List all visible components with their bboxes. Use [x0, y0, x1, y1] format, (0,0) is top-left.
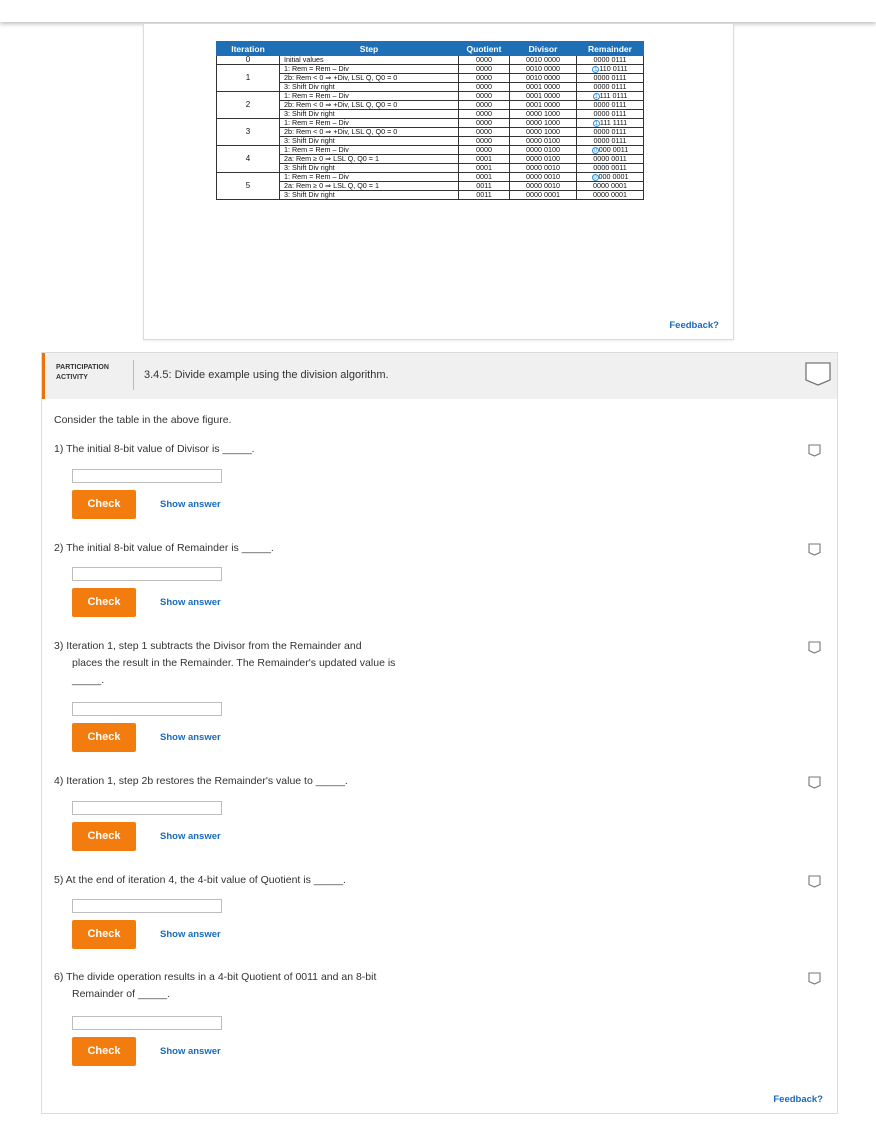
question-4-show-answer-button[interactable]: Show answer: [160, 831, 221, 842]
step-cell: 1: Rem = Rem – Div: [280, 146, 459, 155]
remainder-cell: 0000 0111: [577, 128, 644, 137]
question-6-show-answer-button[interactable]: Show answer: [160, 1046, 221, 1057]
divisor-cell: 0001 0000: [510, 92, 577, 101]
table-row: [217, 173, 644, 182]
activity-header: [42, 353, 837, 399]
figure-card: [143, 24, 734, 340]
question-5-check-button[interactable]: Check: [72, 920, 136, 949]
question-5-show-answer-button[interactable]: Show answer: [160, 929, 221, 940]
question-3: [54, 638, 395, 689]
quotient-cell: 0000: [459, 128, 510, 137]
remainder-cell: 0000 0111: [577, 83, 644, 92]
remainder-cell: 0000 0111: [577, 110, 644, 119]
table-row: [217, 83, 644, 92]
header-divisor: Divisor: [510, 42, 577, 56]
quotient-cell: 0000: [459, 146, 510, 155]
header-step: Step: [280, 42, 459, 56]
table-row: [217, 146, 644, 155]
table-row: [217, 92, 644, 101]
question-4: [54, 773, 348, 790]
step-cell: 2b: Rem < 0 ⇒ +Div, LSL Q, Q0 = 0: [280, 128, 459, 137]
divisor-cell: 0000 1000: [510, 119, 577, 128]
step-cell: 2b: Rem < 0 ⇒ +Div, LSL Q, Q0 = 0: [280, 74, 459, 83]
quotient-cell: 0000: [459, 137, 510, 146]
divisor-cell: 0000 0001: [510, 191, 577, 200]
division-table-container: [216, 41, 644, 200]
quotient-cell: 0000: [459, 92, 510, 101]
quotient-cell: 0000: [459, 65, 510, 74]
table-row: [217, 119, 644, 128]
remainder-cell: 0000 0001: [577, 191, 644, 200]
question-1-check-button[interactable]: Check: [72, 490, 136, 519]
question-5-answer-input[interactable]: [72, 899, 222, 913]
participation-activity: [41, 352, 838, 1114]
question-text-line3: _____.: [72, 674, 105, 686]
sign-bit-circle: 0: [593, 148, 597, 154]
divisor-cell: 0001 0000: [510, 101, 577, 110]
question-3-answer-input[interactable]: [72, 702, 222, 716]
question-text-line2: Remainder of _____.: [72, 988, 171, 1000]
question-2-check-button[interactable]: Check: [72, 588, 136, 617]
activity-title: 3.4.5: Divide example using the division algorithm.: [144, 369, 389, 381]
table-row: [217, 56, 644, 65]
activity-intro: Consider the table in the above figure.: [54, 414, 232, 426]
step-cell: 2a: Rem ≥ 0 ⇒ LSL Q, Q0 = 1: [280, 182, 459, 191]
quotient-cell: 0001: [459, 164, 510, 173]
divisor-cell: 0010 0000: [510, 56, 577, 65]
step-cell: 3: Shift Div right: [280, 137, 459, 146]
iteration-cell: 0: [217, 56, 280, 65]
step-cell: 3: Shift Div right: [280, 83, 459, 92]
divisor-cell: 0010 0000: [510, 74, 577, 83]
question-6: [54, 969, 376, 1003]
question-text: 4) Iteration 1, step 2b restores the Remainder's value to _____.: [54, 775, 348, 787]
divisor-cell: 0000 0010: [510, 182, 577, 191]
table-row: [217, 182, 644, 191]
remainder-value: 111 0111: [599, 91, 628, 100]
quotient-cell: 0000: [459, 56, 510, 65]
question-2-show-answer-button[interactable]: Show answer: [160, 597, 221, 608]
quotient-cell: 0000: [459, 74, 510, 83]
divisor-cell: 0000 1000: [510, 128, 577, 137]
question-6-answer-input[interactable]: [72, 1016, 222, 1030]
sign-bit-circle: 1: [594, 121, 599, 127]
divisor-cell: 0000 0100: [510, 137, 577, 146]
activity-type-label: [56, 363, 109, 383]
remainder-cell: 0000 0111: [577, 74, 644, 83]
sign-bit-circle: 1: [594, 94, 598, 100]
table-row: [217, 74, 644, 83]
step-cell: 1: Rem = Rem – Div: [280, 65, 459, 74]
question-text-line1: 6) The divide operation results in a 4-bit Quotient of 0011 and an 8-bit: [54, 971, 377, 983]
question-2-answer-input[interactable]: [72, 567, 222, 581]
question-5: [54, 872, 346, 889]
step-cell: 3: Shift Div right: [280, 110, 459, 119]
quotient-cell: 0001: [459, 155, 510, 164]
question-6-check-button[interactable]: Check: [72, 1037, 136, 1066]
question-4-status-icon: [808, 776, 821, 789]
table-row: [217, 128, 644, 137]
question-1-answer-input[interactable]: [72, 469, 222, 483]
figure-feedback-link[interactable]: Feedback?: [669, 320, 719, 331]
header-divider: [133, 360, 134, 390]
header-quotient: Quotient: [459, 42, 510, 56]
remainder-value: 111 1111: [599, 118, 628, 127]
iteration-cell: 2: [217, 92, 280, 119]
quotient-cell: 0000: [459, 110, 510, 119]
question-3-show-answer-button[interactable]: Show answer: [160, 732, 221, 743]
table-row: [217, 155, 644, 164]
division-table: [216, 41, 644, 200]
question-2: [54, 540, 274, 557]
question-text-line1: 3) Iteration 1, step 1 subtracts the Divisor from the Remainder and: [54, 640, 362, 652]
step-cell: 1: Rem = Rem – Div: [280, 92, 459, 101]
question-text: 5) At the end of iteration 4, the 4-bit value of Quotient is _____.: [54, 874, 346, 886]
divisor-cell: 0000 1000: [510, 110, 577, 119]
activity-feedback-link[interactable]: Feedback?: [773, 1094, 823, 1105]
quotient-cell: 0001: [459, 173, 510, 182]
divisor-cell: 0000 0100: [510, 155, 577, 164]
header-remainder: Remainder: [577, 42, 644, 56]
remainder-value: 110 0111: [599, 64, 628, 73]
header-iteration: Iteration: [217, 42, 280, 56]
quotient-cell: 0000: [459, 83, 510, 92]
divisor-cell: 0001 0000: [510, 83, 577, 92]
activity-type-line2: ACTIVITY: [56, 374, 88, 381]
quotient-cell: 0000: [459, 119, 510, 128]
iteration-cell: 5: [217, 173, 280, 200]
completion-badge-icon: [804, 361, 832, 387]
question-6-status-icon: [808, 972, 821, 985]
step-cell: 1: Rem = Rem – Div: [280, 119, 459, 128]
sign-bit-circle: 0: [593, 175, 597, 181]
question-text: 2) The initial 8-bit value of Remainder is _____.: [54, 542, 274, 554]
remainder-cell: 0000 0111: [577, 137, 644, 146]
table-row: [217, 110, 644, 119]
divisor-cell: 0000 0010: [510, 164, 577, 173]
iteration-cell: 4: [217, 146, 280, 173]
question-3-status-icon: [808, 641, 821, 654]
question-text-line2: places the result in the Remainder. The Remainder's updated value is: [72, 657, 396, 669]
question-2-status-icon: [808, 543, 821, 556]
question-text: 1) The initial 8-bit value of Divisor is _____.: [54, 443, 255, 455]
step-cell: 2a: Rem ≥ 0 ⇒ LSL Q, Q0 = 1: [280, 155, 459, 164]
sign-bit-circle: 1: [594, 67, 598, 73]
table-row: [217, 164, 644, 173]
step-cell: 3: Shift Div right: [280, 164, 459, 173]
step-cell: 3: Shift Div right: [280, 191, 459, 200]
question-3-check-button[interactable]: Check: [72, 723, 136, 752]
table-header-row: [217, 42, 644, 56]
quotient-cell: 0000: [459, 101, 510, 110]
iteration-cell: 1: [217, 65, 280, 92]
remainder-cell: 0000 0011: [577, 164, 644, 173]
question-4-answer-input[interactable]: [72, 801, 222, 815]
remainder-cell: 0000 0011: [577, 155, 644, 164]
remainder-cell: 0000 0111: [577, 101, 644, 110]
remainder-value: 000 0011: [598, 145, 629, 154]
top-bar: [0, 0, 876, 22]
step-cell: Initial values: [280, 56, 459, 65]
step-cell: 1: Rem = Rem – Div: [280, 173, 459, 182]
question-1: [54, 441, 255, 458]
quotient-cell: 0011: [459, 182, 510, 191]
table-row: [217, 137, 644, 146]
table-row: [217, 65, 644, 74]
divisor-cell: 0000 0100: [510, 146, 577, 155]
divisor-cell: 0000 0010: [510, 173, 577, 182]
table-row: [217, 101, 644, 110]
remainder-cell: 0000 0001: [577, 182, 644, 191]
step-cell: 2b: Rem < 0 ⇒ +Div, LSL Q, Q0 = 0: [280, 101, 459, 110]
remainder-value: 000 0001: [598, 172, 629, 181]
question-5-status-icon: [808, 875, 821, 888]
quotient-cell: 0011: [459, 191, 510, 200]
question-1-status-icon: [808, 444, 821, 457]
divisor-cell: 0010 0000: [510, 65, 577, 74]
remainder-cell: 0000 0111: [577, 56, 644, 65]
question-4-check-button[interactable]: Check: [72, 822, 136, 851]
activity-type-line1: PARTICIPATION: [56, 364, 109, 371]
table-row: [217, 191, 644, 200]
iteration-cell: 3: [217, 119, 280, 146]
question-1-show-answer-button[interactable]: Show answer: [160, 499, 221, 510]
